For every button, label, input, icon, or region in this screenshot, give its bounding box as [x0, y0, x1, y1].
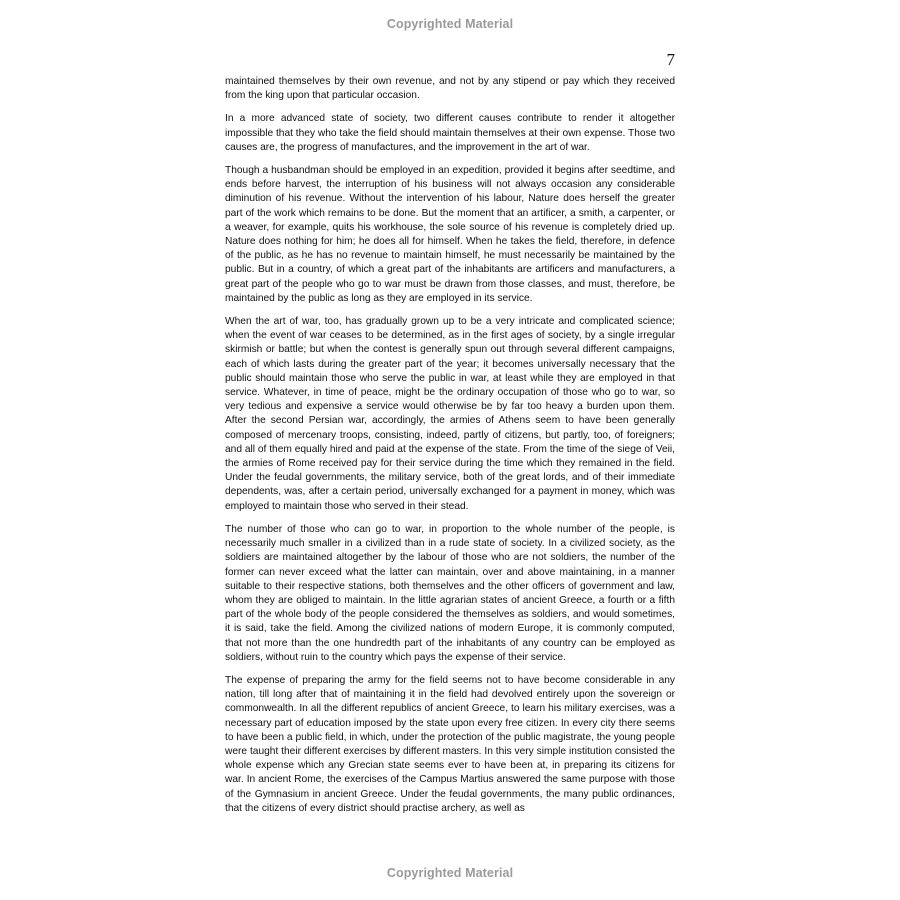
paragraph-1: maintained themselves by their own revenue, and not by any stipend or pay which they received from the king upon that particular occasion. — [225, 76, 675, 102]
copyright-watermark-top: Copyrighted Material — [386, 17, 514, 31]
paragraph-4: When the art of war, too, has gradually grown up to be a very intricate and complicated science; when the event of war ceases to be determined, as in the first ages of society, by a single irregular skirmish or battle; but when the contest is generally spun out through several different campaigns, each of which lasts during the greater part of the year; it becomes universally necessary that the public should maintain those who serve the public in war, at least while they are employed in that service. Whatever, in time of peace, might be the ordinary occupation of those who go to war, so very tedious and expensive a service would otherwise be by far too heavy a burden upon them. After the second Persian war, accordingly, the armies of Athens seem to have been generally composed of mercenary troops, consisting, indeed, partly of citizens, but partly, too, of foreigners; and all of them equally hired and paid at the expense of the state. From the time of the siege of Veii, the armies of Rome received pay for their service during the time which they remained in the field. Under the feudal governments, the military service, both of the great lords, and of their immediate dependents, was, after a certain period, universally exchanged for a payment in money, which was employed to maintain those who served in their stead. — [225, 316, 675, 512]
page-number: 7 — [666, 50, 675, 69]
paragraph-3: Though a husbandman should be employed in an expedition, provided it begins after seedtime, and ends before harvest, the interruption of his business will not always occasion any considerable diminution of his revenue. Without the intervention of his labour, Nature does herself the greater part of the work which remains to be done. But the moment that an artificer, a smith, a carpenter, or a weaver, for example, quits his workhouse, the sole source of his revenue is completely dried up. Nature does nothing for him; he does all for himself. When he takes the field, therefore, in defence of the public, as he has no revenue to maintain himself, he must necessarily be maintained by the public. But in a country, of which a great part of the inhabitants are artificers and manufacturers, a great part of the people who go to war must be drawn from those classes, and must, therefore, be maintained by the public as long as they are employed in its service. — [225, 165, 675, 304]
paragraph-2: In a more advanced state of society, two different causes contribute to render it altogether impossible that they who take the field should maintain themselves at their own expense. Those two causes are, the progress of manufactures, and the improvement in the art of war. — [225, 113, 675, 153]
paragraph-6: The expense of preparing the army for the field seems not to have become considerable in any nation, till long after that of maintaining it in the field had devolved entirely upon the sovereign or commonwealth. In all the different republics of ancient Greece, to learn his military exercises, was a necessary part of education imposed by the state upon every free citizen. In every city there seems to have been a public field, in which, under the protection of the public magistrate, the young people were taught their different exercises by different masters. In this very simple institution consisted the whole expense which any Grecian state seems ever to have been at, in preparing its citizens for war. In ancient Rome, the exercises of the Campus Martius answered the same purpose with those of the Gymnasium in ancient Greece. Under the feudal governments, the many public ordinances, that the citizens of every district should practise archery, as well as — [225, 674, 675, 814]
copyright-watermark-bottom: Copyrighted Material — [386, 866, 514, 880]
page-body — [225, 75, 675, 855]
paragraph-5: The number of those who can go to war, in proportion to the whole number of the people, is necessarily much smaller in a civilized than in a rude state of society. In a civilized society, as the soldiers are maintained altogether by the labour of those who are not soldiers, the number of the former can never exceed what the latter can maintain, over and above maintaining, in a manner suitable to their respective stations, both themselves and the other officers of government and law, whom they are obliged to maintain. In the little agrarian states of ancient Greece, a fourth or a fifth part of the whole body of the people considered the themselves as soldiers, and would sometimes, it is said, take the field. Among the civilized nations of modern Europe, it is commonly computed, that not more than the one hundredth part of the inhabitants of any country can be employed as soldiers, without ruin to the country which pays the expense of their service. — [225, 523, 675, 663]
